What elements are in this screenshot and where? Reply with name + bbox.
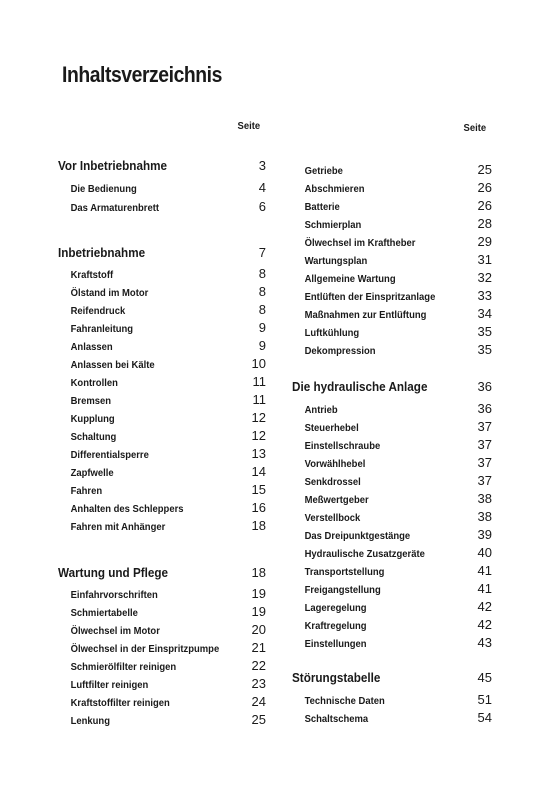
toc-section-heading — [58, 158, 266, 175]
toc-entry — [58, 446, 266, 463]
toc-entry-label: Transportstellung — [304, 566, 385, 578]
toc-entry — [292, 581, 492, 598]
toc-entry-label: Ölwechsel in der Einspritzpumpe — [70, 643, 220, 655]
toc-entry — [292, 162, 492, 179]
toc-entry-label: Entlüften der Einspritzanlage — [304, 291, 436, 303]
toc-page-number: 15 — [251, 482, 266, 497]
toc-entry-label: Dekompression — [304, 345, 376, 357]
toc-entry-label: Einstellschraube — [304, 440, 381, 452]
toc-entry-label: Fahren mit Anhänger — [70, 521, 166, 533]
toc-entry-label: Hydraulische Zusatzgeräte — [304, 548, 425, 560]
toc-entry — [58, 428, 266, 445]
toc-entry — [292, 545, 492, 562]
toc-entry — [292, 306, 492, 323]
toc-page-number: 11 — [252, 374, 266, 389]
toc-page-number: 29 — [477, 234, 492, 249]
toc-page-number: 8 — [258, 302, 266, 317]
toc-entry-label: Wartungsplan — [304, 255, 368, 267]
toc-entry-label: Einstellungen — [304, 638, 367, 650]
toc-entry-label: Antrieb — [304, 404, 338, 416]
toc-page-number: 31 — [477, 252, 492, 267]
toc-entry-label: Schmierölfilter reinigen — [70, 661, 177, 673]
toc-page-number: 18 — [251, 518, 266, 533]
toc-entry-label: Maßnahmen zur Entlüftung — [304, 309, 427, 321]
toc-page-number: 19 — [251, 586, 266, 601]
toc-section-heading — [292, 379, 492, 396]
toc-page-number: 10 — [251, 356, 266, 371]
toc-page-number: 51 — [477, 692, 492, 707]
toc-page-number: 37 — [477, 455, 492, 470]
toc-page-number: 26 — [477, 198, 492, 213]
toc-page-number: 34 — [477, 306, 492, 321]
toc-section-heading — [292, 670, 492, 687]
toc-entry-label: Schmiertabelle — [70, 607, 138, 619]
toc-section-heading — [58, 565, 266, 582]
toc-entry — [58, 676, 266, 693]
toc-entry — [292, 419, 492, 436]
toc-page-number: 12 — [251, 428, 266, 443]
toc-entry-label: Inbetriebnahme — [58, 245, 146, 260]
toc-entry-label: Vor Inbetriebnahme — [58, 158, 168, 173]
toc-page-number: 32 — [477, 270, 492, 285]
toc-entry — [58, 464, 266, 481]
toc-page-number: 43 — [477, 635, 492, 650]
toc-page-number: 22 — [251, 658, 266, 673]
toc-entry — [58, 694, 266, 711]
toc-entry — [292, 198, 492, 215]
toc-entry-label: Vorwählhebel — [304, 458, 366, 470]
toc-page-number: 24 — [251, 694, 266, 709]
toc-page-number: 33 — [477, 288, 492, 303]
toc-entry-label: Freigangstellung — [304, 584, 381, 596]
toc-entry — [58, 199, 266, 216]
toc-entry — [292, 288, 492, 305]
toc-entry-label: Differentialsperre — [70, 449, 149, 461]
toc-entry — [58, 410, 266, 427]
toc-entry — [58, 356, 266, 373]
toc-entry-label: Schaltung — [70, 431, 117, 443]
toc-page-number: 19 — [251, 604, 266, 619]
toc-entry-label: Steuerhebel — [304, 422, 359, 434]
toc-entry-label: Abschmieren — [304, 183, 365, 195]
toc-entry — [292, 216, 492, 233]
toc-entry — [292, 252, 492, 269]
toc-page-number: 35 — [477, 324, 492, 339]
toc-page-number: 14 — [251, 464, 266, 479]
toc-entry-label: Technische Daten — [304, 695, 385, 707]
toc-page-number: 39 — [477, 527, 492, 542]
toc-entry — [292, 324, 492, 341]
toc-entry — [58, 392, 266, 409]
toc-page-number: 8 — [258, 284, 266, 299]
seite-header-left: Seite — [237, 120, 260, 132]
toc-entry-label: Kraftregelung — [304, 620, 367, 632]
toc-entry-label: Anlassen — [70, 341, 113, 353]
toc-page-number: 36 — [477, 379, 492, 394]
toc-page-number: 4 — [258, 180, 266, 195]
toc-page-number: 13 — [251, 446, 266, 461]
toc-entry — [292, 234, 492, 251]
toc-entry-label: Kraftstoffilter reinigen — [70, 697, 170, 709]
toc-entry — [58, 284, 266, 301]
toc-entry — [292, 455, 492, 472]
toc-page-number: 6 — [258, 199, 266, 214]
toc-entry-label: Einfahrvorschriften — [70, 589, 158, 601]
toc-entry — [292, 692, 492, 709]
toc-entry-label: Lageregelung — [304, 602, 367, 614]
toc-page-number: 37 — [477, 437, 492, 452]
toc-entry — [58, 500, 266, 517]
toc-page-number: 20 — [251, 622, 266, 637]
toc-page-number: 25 — [251, 712, 266, 727]
toc-entry — [58, 712, 266, 729]
toc-entry-label: Kontrollen — [70, 377, 118, 389]
toc-entry-label: Das Armaturenbrett — [70, 202, 159, 214]
toc-page-number: 18 — [251, 565, 266, 580]
toc-entry — [292, 563, 492, 580]
toc-entry — [58, 374, 266, 391]
toc-entry-label: Allgemeine Wartung — [304, 273, 396, 285]
toc-entry-label: Anlassen bei Kälte — [70, 359, 155, 371]
toc-page-number: 23 — [251, 676, 266, 691]
toc-page-number: 41 — [477, 563, 492, 578]
toc-entry — [292, 599, 492, 616]
toc-entry — [58, 180, 266, 197]
toc-entry — [292, 342, 492, 359]
toc-entry-label: Bremsen — [70, 395, 112, 407]
toc-entry — [292, 437, 492, 454]
toc-entry — [292, 473, 492, 490]
toc-entry-label: Verstellbock — [304, 512, 361, 524]
toc-page-number: 42 — [477, 617, 492, 632]
toc-page-number: 54 — [477, 710, 492, 725]
toc-entry-label: Ölwechsel im Kraftheber — [304, 237, 416, 249]
toc-page-number: 36 — [477, 401, 492, 416]
toc-page-number: 12 — [251, 410, 266, 425]
toc-entry-label: Luftfilter reinigen — [70, 679, 149, 691]
toc-entry-label: Senkdrossel — [304, 476, 361, 488]
toc-entry-label: Kupplung — [70, 413, 115, 425]
toc-entry-label: Meßwertgeber — [304, 494, 369, 506]
toc-entry — [58, 658, 266, 675]
toc-entry — [292, 491, 492, 508]
toc-page-number: 37 — [477, 473, 492, 488]
toc-entry-label: Die Bedienung — [70, 183, 137, 195]
toc-page-number: 40 — [477, 545, 492, 560]
toc-entry — [292, 635, 492, 652]
toc-entry — [58, 604, 266, 621]
toc-entry — [292, 180, 492, 197]
toc-page-number: 3 — [258, 158, 266, 173]
toc-page-number: 37 — [477, 419, 492, 434]
toc-entry-label: Reifendruck — [70, 305, 126, 317]
toc-page-number: 16 — [251, 500, 266, 515]
toc-entry-label: Ölwechsel im Motor — [70, 625, 160, 637]
toc-page-number: 38 — [477, 509, 492, 524]
toc-entry — [58, 482, 266, 499]
page-title: Inhaltsverzeichnis — [62, 62, 222, 87]
toc-entry-label: Das Dreipunktgestänge — [304, 530, 411, 542]
toc-section-heading — [58, 245, 266, 262]
seite-header-right: Seite — [463, 122, 486, 134]
toc-entry — [292, 401, 492, 418]
toc-entry — [292, 270, 492, 287]
toc-entry-label: Fahren — [70, 485, 103, 497]
toc-page-number: 11 — [252, 392, 266, 407]
toc-entry-label: Fahranleitung — [70, 323, 134, 335]
toc-page-number: 35 — [477, 342, 492, 357]
toc-entry-label: Luftkühlung — [304, 327, 360, 339]
toc-entry-label: Wartung und Pflege — [58, 565, 169, 580]
toc-page-number: 28 — [477, 216, 492, 231]
toc-entry — [292, 527, 492, 544]
toc-entry — [292, 617, 492, 634]
toc-entry — [292, 710, 492, 727]
toc-entry — [58, 302, 266, 319]
toc-page-number: 45 — [477, 670, 492, 685]
toc-entry — [58, 640, 266, 657]
toc-entry — [58, 622, 266, 639]
toc-entry-label: Schmierplan — [304, 219, 362, 231]
toc-entry-label: Ölstand im Motor — [70, 287, 149, 299]
toc-entry — [58, 266, 266, 283]
toc-page-number: 38 — [477, 491, 492, 506]
toc-page-number: 9 — [258, 320, 266, 335]
toc-entry-label: Batterie — [304, 201, 340, 213]
toc-entry-label: Lenkung — [70, 715, 110, 727]
toc-page-number: 9 — [258, 338, 266, 353]
toc-entry — [58, 586, 266, 603]
toc-page-number: 25 — [477, 162, 492, 177]
toc-entry — [292, 509, 492, 526]
toc-page-number: 26 — [477, 180, 492, 195]
toc-entry-label: Anhalten des Schleppers — [70, 503, 184, 515]
toc-page-number: 7 — [258, 245, 266, 260]
toc-entry-label: Zapfwelle — [70, 467, 114, 479]
toc-page-number: 21 — [251, 640, 266, 655]
toc-entry-label: Schaltschema — [304, 713, 369, 725]
toc-entry — [58, 338, 266, 355]
toc-entry-label: Getriebe — [304, 165, 343, 177]
toc-entry-label: Die hydraulische Anlage — [292, 379, 428, 394]
toc-page-number: 42 — [477, 599, 492, 614]
toc-page-number: 8 — [258, 266, 266, 281]
toc-entry-label: Störungstabelle — [292, 670, 381, 685]
toc-page-number: 41 — [477, 581, 492, 596]
toc-entry — [58, 518, 266, 535]
toc-entry — [58, 320, 266, 337]
toc-entry-label: Kraftstoff — [70, 269, 114, 281]
